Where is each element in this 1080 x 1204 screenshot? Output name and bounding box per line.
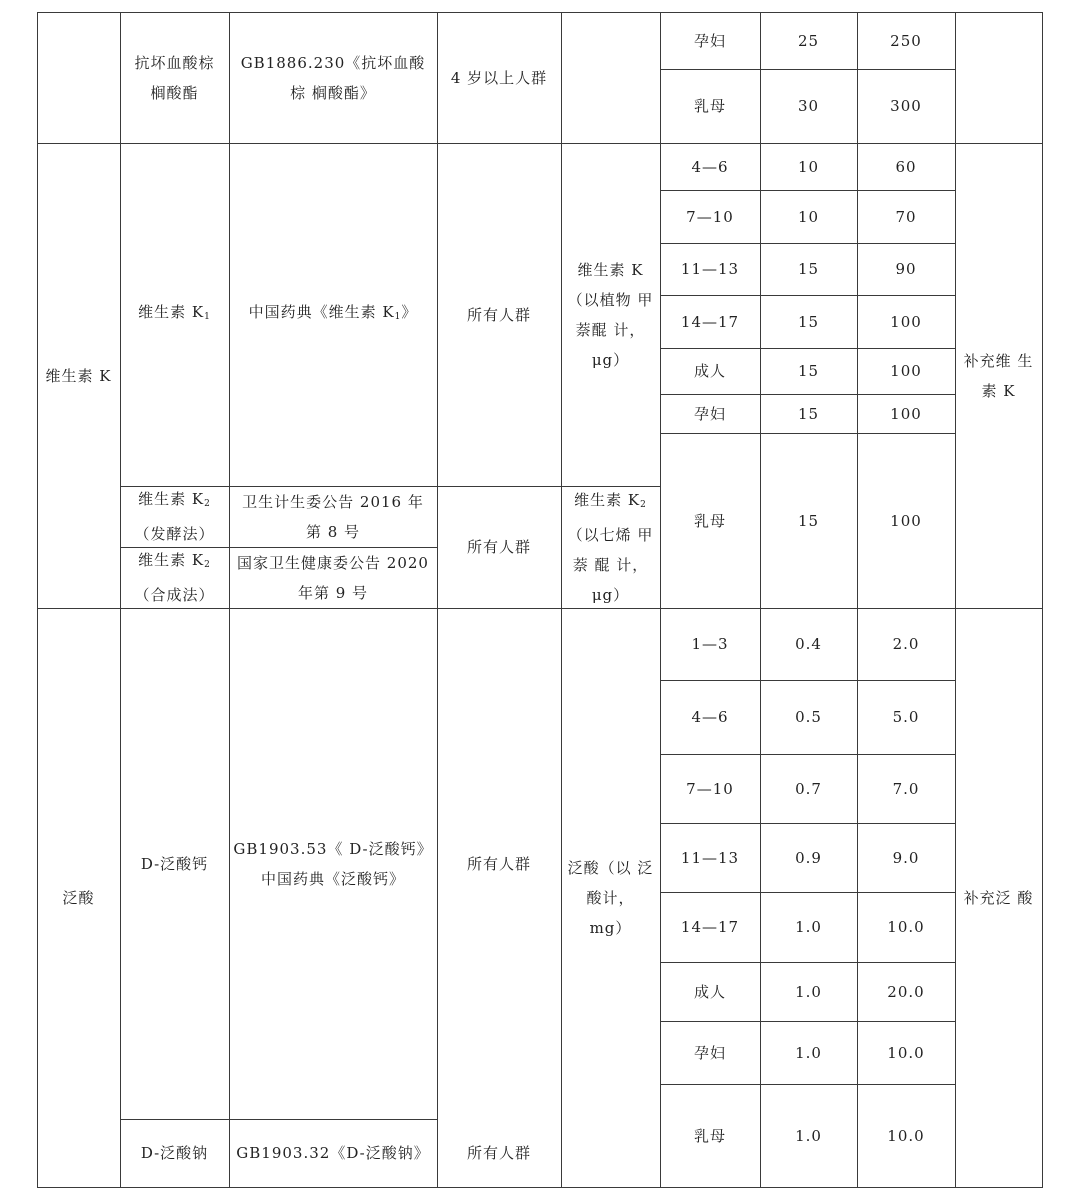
min-value: 15 <box>797 511 820 530</box>
compound-name-cell <box>120 486 229 547</box>
standard-text: GB1903.53《 D-泛酸钙》 <box>233 839 433 858</box>
compound-name-cell <box>120 143 229 486</box>
standard-text: 2020 年第 9 号 <box>297 553 429 602</box>
max-value: 10.0 <box>887 918 925 936</box>
age-group: 孕妇 <box>693 31 726 50</box>
population-cell <box>437 608 561 1119</box>
population-cell <box>437 486 561 608</box>
standard-cell <box>229 547 437 608</box>
max-value: 2.0 <box>892 635 920 653</box>
min-value: 1.0 <box>795 1126 822 1145</box>
min-value: 25 <box>797 31 820 50</box>
standard-cell <box>229 1119 437 1187</box>
max-value: 5.0 <box>892 708 920 726</box>
nutrient-cell <box>37 143 120 608</box>
unit-text: mg） <box>589 918 632 937</box>
unit-text: 计，μg） <box>591 320 646 369</box>
standard-cell <box>229 143 437 486</box>
standard-text: 中国药典《泛酸钙》 <box>260 869 405 888</box>
age-group: 成人 <box>693 362 726 380</box>
function-cell <box>955 143 1042 608</box>
max-value: 70 <box>895 207 917 226</box>
compound-name: 维生素 $K_2$ <box>138 490 211 509</box>
population-text: 所有人群 <box>466 305 531 324</box>
max-value: 7.0 <box>892 779 920 798</box>
population-text: 4 岁以上人群 <box>450 68 548 87</box>
unit-text: 甲萘醌 <box>575 290 654 339</box>
max-value: 100 <box>890 511 922 530</box>
age-group: 乳母 <box>693 511 726 530</box>
age-group: 11—13 <box>680 848 740 867</box>
min-value: 15 <box>797 312 820 331</box>
compound-name-cell <box>120 1119 229 1187</box>
min-value: 0.4 <box>795 635 822 653</box>
function-text: 补充泛 <box>963 888 1012 907</box>
compound-name-cell <box>120 608 229 1119</box>
age-group: 乳母 <box>693 97 726 115</box>
nutrient-name: 维生素 <box>45 366 94 385</box>
table-border-bottom <box>37 1187 1043 1188</box>
unit-text: 维生素 K <box>577 260 644 279</box>
age-group: 7—10 <box>686 207 734 226</box>
unit-text: 甲 萘 醌 <box>572 525 654 574</box>
compound-name: 榈酸酯 <box>150 83 199 102</box>
standard-text: 中国药典《维生素 $K_1$》 <box>248 303 418 322</box>
age-group: 4—6 <box>691 708 729 726</box>
max-value: 300 <box>890 97 922 115</box>
max-value: 250 <box>890 31 922 50</box>
min-value: 1.0 <box>795 1043 822 1062</box>
unit-text: 泛酸（以 <box>567 858 632 877</box>
age-group: 14—17 <box>680 918 740 936</box>
standard-text: 第 8 号 <box>305 522 361 541</box>
unit-cell <box>561 608 660 1187</box>
function-text: 酸 <box>1017 888 1034 907</box>
age-group: 成人 <box>693 982 726 1001</box>
compound-method: （合成法） <box>134 586 215 604</box>
standard-cell <box>229 608 437 1119</box>
age-group: 11—13 <box>680 260 740 278</box>
standard-text: GB1903.32《D-泛酸钠》 <box>236 1144 430 1162</box>
min-value: 0.9 <box>795 848 822 867</box>
min-value: 15 <box>797 404 820 423</box>
nutrient-name: 泛酸 <box>62 888 95 907</box>
function-cell <box>955 608 1042 1187</box>
max-value: 20.0 <box>887 982 925 1001</box>
standard-cell <box>229 486 437 547</box>
compound-name: 维生素 $K_2$ <box>138 551 211 570</box>
age-group: 1—3 <box>691 635 729 653</box>
population-text: 所有人群 <box>466 538 531 556</box>
age-group: 乳母 <box>693 1126 726 1145</box>
age-group: 7—10 <box>686 779 734 798</box>
max-value: 90 <box>895 260 917 278</box>
age-group: 孕妇 <box>693 1043 726 1062</box>
max-value: 100 <box>890 404 922 423</box>
min-value: 10 <box>797 207 820 226</box>
unit-text: （以植物 <box>567 290 632 309</box>
unit-text: （以七烯 <box>567 525 632 544</box>
standard-text: 卫生计生委公告 2016 年 <box>242 492 424 511</box>
nutrient-cell <box>37 608 120 1187</box>
compound-name-cell <box>120 12 229 143</box>
unit-text: 维生素 $K_2$ <box>574 490 647 510</box>
unit-cell <box>561 486 660 608</box>
max-value: 60 <box>895 157 917 176</box>
standard-text: 榈酸酯》 <box>311 83 376 102</box>
population-text: 所有人群 <box>466 854 531 873</box>
compound-method: （发酵法） <box>134 525 215 543</box>
max-value: 10.0 <box>887 1043 925 1062</box>
compound-name: D-泛酸钙 <box>140 854 209 873</box>
min-value: 1.0 <box>795 982 822 1001</box>
max-value: 10.0 <box>887 1126 925 1145</box>
compound-name: 维生素 $K_1$ <box>138 303 211 322</box>
compound-name-cell <box>120 547 229 608</box>
max-value: 100 <box>890 362 922 380</box>
min-value: 1.0 <box>795 918 822 936</box>
table-border-right <box>1042 12 1043 1188</box>
standard-text: GB1886.230《抗坏血酸棕 <box>240 53 426 102</box>
compound-name: D-泛酸钠 <box>140 1144 209 1162</box>
min-value: 10 <box>797 157 820 176</box>
unit-cell <box>561 143 660 486</box>
min-value: 0.5 <box>795 708 822 726</box>
min-value: 15 <box>797 260 820 278</box>
population-cell <box>437 1119 561 1187</box>
compound-name: 抗坏血酸棕 <box>134 53 215 72</box>
age-group: 孕妇 <box>693 404 726 423</box>
function-text: 生素 K <box>981 351 1034 400</box>
population-cell <box>437 143 561 486</box>
age-group: 4—6 <box>691 157 729 176</box>
nutrient-name: K <box>99 366 112 385</box>
min-value: 15 <box>797 362 820 380</box>
unit-text: 泛酸计， <box>586 858 654 907</box>
population-text: 所有人群 <box>466 1144 531 1162</box>
unit-text: 计，μg） <box>591 555 649 604</box>
population-cell <box>437 12 561 143</box>
min-value: 0.7 <box>795 779 822 798</box>
standard-text: 国家卫生健康委公告 <box>237 553 382 572</box>
max-value: 100 <box>890 312 922 331</box>
standard-cell <box>229 12 437 143</box>
min-value: 30 <box>797 97 820 115</box>
function-text: 补充维 <box>963 351 1012 370</box>
age-group: 14—17 <box>680 312 740 331</box>
max-value: 9.0 <box>892 848 920 867</box>
